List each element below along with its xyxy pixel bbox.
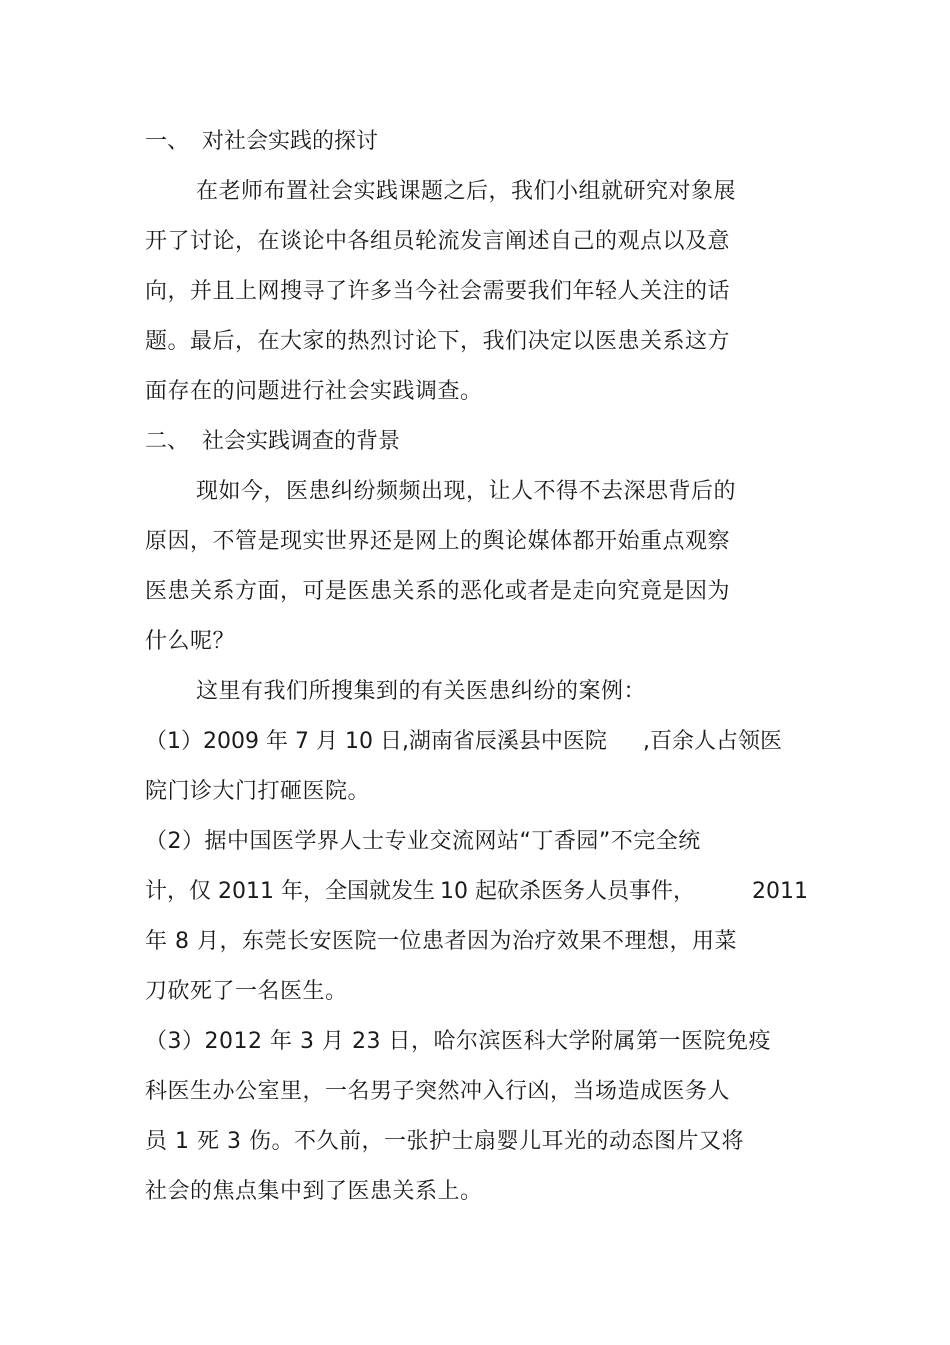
case1-line: （1）2009 年 7 月 10 日,湖南省辰溪县中医院 — [145, 729, 607, 754]
case3-line: 员 1 死 3 伤。不久前，一张护士扇婴儿耳光的动态图片又将 — [145, 1129, 744, 1154]
section1-paragraph-line: 题。最后，在大家的热烈讨论下，我们决定以医患关系这方 — [145, 329, 731, 354]
case1-line: 院门诊大门打砸医院。 — [145, 779, 371, 804]
case2-line: 年 8 月，东莞长安医院一位患者因为治疗效果不理想，用菜 — [145, 929, 737, 954]
case2-line: 10 起砍杀医务人员事件， — [440, 879, 695, 904]
section2-paragraph-line: 原因，不管是现实世界还是网上的舆论媒体都开始重点观察 — [145, 529, 731, 554]
case2-line: 计，仅 2011 年，全国就发生 — [145, 879, 435, 904]
section2-paragraph-line: 医患关系方面，可是医患关系的恶化或者是走向究竟是因为 — [145, 579, 731, 604]
case3-line: 社会的焦点集中到了医患关系上。 — [145, 1179, 483, 1204]
section1-paragraph-line: 面存在的问题进行社会实践调查。 — [145, 379, 483, 404]
case2-line: （2）据中国医学界人士专业交流网站“丁香园”不完全统 — [145, 829, 701, 854]
section2-title: 社会实践调查的背景 — [202, 429, 401, 454]
case3-line: （3）2012 年 3 月 23 日，哈尔滨医科大学附属第一医院免疫 — [145, 1029, 771, 1054]
case3-line: 科医生办公室里，一名男子突然冲入行凶，当场造成医务人 — [145, 1079, 731, 1104]
section1-paragraph-line: 在老师布置社会实践课题之后，我们小组就研究对象展 — [196, 179, 737, 204]
section1-paragraph-line: 向，并且上网搜寻了许多当今社会需要我们年轻人关注的话 — [145, 279, 731, 304]
section1-title: 对社会实践的探讨 — [202, 129, 379, 154]
section1-number: 一、 — [145, 129, 190, 154]
case2-line: 刀砍死了一名医生。 — [145, 979, 348, 1004]
section2-paragraph-line: 什么呢？ — [145, 629, 236, 654]
case1-line: ,百余人占领医 — [643, 729, 782, 754]
case2-line: 2011 — [752, 879, 808, 904]
section2-paragraph-line: 现如今，医患纠纷频频出现，让人不得不去深思背后的 — [196, 479, 737, 504]
cases-intro: 这里有我们所搜集到的有关医患纠纷的案例： — [196, 679, 647, 704]
section1-paragraph-line: 开了讨论，在谈论中各组员轮流发言阐述自己的观点以及意 — [145, 229, 731, 254]
section2-number: 二、 — [145, 429, 190, 454]
